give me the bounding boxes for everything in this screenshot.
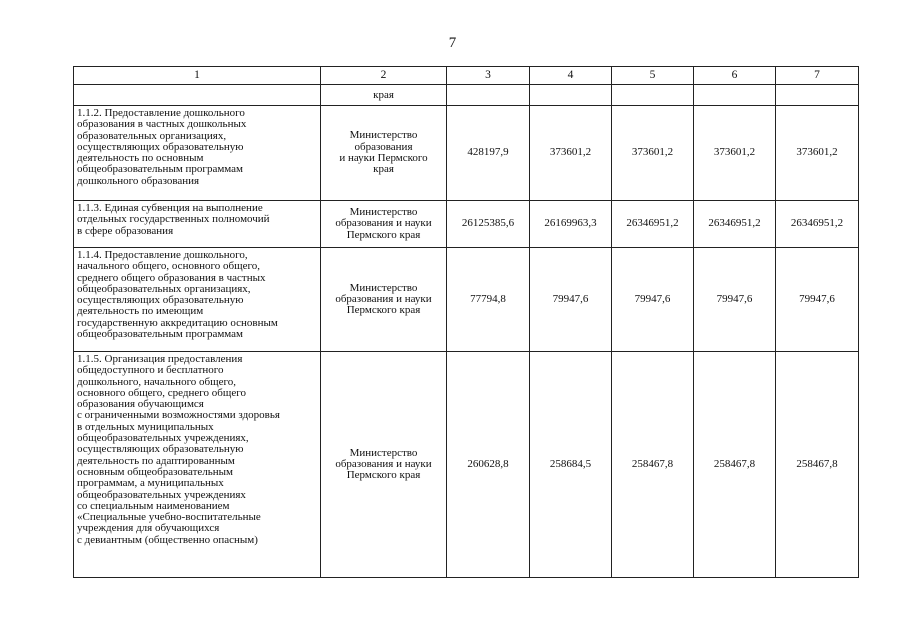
measure-name-line: общеобразовательных учреждениях, [77, 432, 249, 445]
measure-name-line: осуществляющих образовательную [77, 443, 244, 456]
measure-name-line: в отдельных муниципальных [77, 420, 214, 433]
column-number: 4 [530, 67, 612, 85]
measure-name-line: программам, а муниципальных [77, 477, 224, 490]
measure-name-cell [74, 106, 321, 201]
continuation-value-cell [694, 85, 776, 106]
continuation-responsible-cell [321, 85, 447, 106]
responsible-cell [321, 106, 447, 201]
measure-name-line: основного общего, среднего общего [77, 386, 246, 399]
measure-name-line: образования в частных дошкольных [77, 118, 247, 131]
measure-name-line: с ограниченными возможностями здоровья [77, 409, 280, 422]
responsible-line: Министерство [349, 206, 418, 219]
measure-name-line: осуществляющих образовательную [77, 294, 244, 307]
measure-name-cell [74, 352, 321, 578]
continuation-value-cell [447, 85, 530, 106]
measure-name-line: дошкольного, начального общего, [77, 375, 236, 388]
table-row [74, 248, 859, 352]
measure-name-line: деятельность по адаптированным [77, 454, 235, 467]
column-number: 3 [447, 67, 530, 85]
measure-name-line: отдельных государственных полномочий [77, 213, 270, 226]
measure-name-line: общедоступного и бесплатного [77, 364, 224, 377]
value-cell: 77794,8 [447, 248, 530, 352]
value-cell: 26346951,2 [694, 201, 776, 248]
measure-name-line: начального общего, основного общего, [77, 260, 260, 273]
measure-name-line: 1.1.4. Предоставление дошкольного, [77, 249, 248, 261]
value-cell: 79947,6 [776, 248, 859, 352]
value-cell: 79947,6 [612, 248, 694, 352]
responsible-line: образования [354, 140, 413, 153]
measure-name-line: государственную аккредитацию основным [77, 316, 278, 329]
measure-name-cell [74, 201, 321, 248]
measure-name-line: «Специальные учебно-воспитательные [77, 511, 261, 524]
responsible-cell [321, 248, 447, 352]
responsible-cell [321, 201, 447, 248]
measure-name-line: с девиантным (общественно опасным) [77, 533, 258, 546]
table-row [74, 106, 859, 201]
column-number: 5 [612, 67, 694, 85]
measure-name-line: деятельность по основным [77, 152, 204, 165]
value-cell: 258467,8 [694, 352, 776, 578]
measure-name-line: общеобразовательных учреждениях [77, 488, 246, 501]
measure-name-line: осуществляющих образовательную [77, 140, 244, 153]
value-cell: 26346951,2 [612, 201, 694, 248]
continuation-row [74, 85, 859, 106]
measure-name-line: деятельность по имеющим [77, 305, 204, 318]
measure-name-line: образования обучающимся [77, 398, 204, 411]
column-number: 1 [74, 67, 321, 85]
responsible-line: образования и науки [335, 457, 432, 470]
measure-name-line: 1.1.3. Единая субвенция на выполнение [77, 202, 263, 214]
measure-name-line: среднего общего образования в частных [77, 271, 266, 284]
value-cell: 26125385,6 [447, 201, 530, 248]
value-cell: 428197,9 [447, 106, 530, 201]
column-number: 7 [776, 67, 859, 85]
column-number: 2 [321, 67, 447, 85]
value-cell: 79947,6 [694, 248, 776, 352]
measure-name-line: общеобразовательным программам [77, 328, 244, 341]
continuation-name-cell [74, 85, 321, 106]
measure-name-line: дошкольного образования [77, 174, 200, 187]
responsible-line: образования и науки [335, 292, 432, 305]
table-row [74, 201, 859, 248]
continuation-responsible-text: края [373, 88, 394, 101]
responsible-line: края [373, 163, 394, 176]
value-cell: 258684,5 [530, 352, 612, 578]
value-cell: 258467,8 [612, 352, 694, 578]
responsible-line: Пермского края [346, 304, 421, 317]
column-number-row [74, 67, 859, 85]
measure-name-line: со специальным наименованием [77, 499, 230, 512]
column-number: 6 [694, 67, 776, 85]
table-row [74, 352, 859, 578]
page-number: 7 [448, 35, 457, 51]
responsible-line: Министерство [349, 129, 418, 142]
responsible-line: и науки Пермского [339, 152, 428, 164]
measure-name-line: образовательных организациях, [77, 129, 227, 142]
continuation-value-cell [530, 85, 612, 106]
responsible-line: Министерство [349, 446, 418, 459]
value-cell: 26169963,3 [530, 201, 612, 248]
value-cell: 258467,8 [776, 352, 859, 578]
measure-name-line: общеобразовательным программам [77, 163, 244, 176]
measure-name-line: 1.1.2. Предоставление дошкольного [77, 107, 245, 119]
measure-name-line: в сфере образования [77, 224, 174, 237]
value-cell: 373601,2 [612, 106, 694, 201]
continuation-value-cell [612, 85, 694, 106]
responsible-cell [321, 352, 447, 578]
measure-name-line: общеобразовательных организациях, [77, 282, 251, 295]
responsible-line: образования и науки [335, 217, 432, 230]
value-cell: 373601,2 [694, 106, 776, 201]
measure-name-line: 1.1.5. Организация предоставления [77, 353, 243, 365]
value-cell: 373601,2 [776, 106, 859, 201]
value-cell: 79947,6 [530, 248, 612, 352]
value-cell: 260628,8 [447, 352, 530, 578]
responsible-line: Пермского края [346, 469, 421, 482]
responsible-line: Министерство [349, 281, 418, 294]
budget-table [73, 66, 859, 578]
measure-name-cell [74, 248, 321, 352]
continuation-value-cell [776, 85, 859, 106]
value-cell: 26346951,2 [776, 201, 859, 248]
responsible-line: Пермского края [346, 228, 421, 241]
value-cell: 373601,2 [530, 106, 612, 201]
measure-name-line: основным общеобразовательным [77, 465, 234, 478]
measure-name-line: учреждения для обучающихся [77, 522, 220, 535]
